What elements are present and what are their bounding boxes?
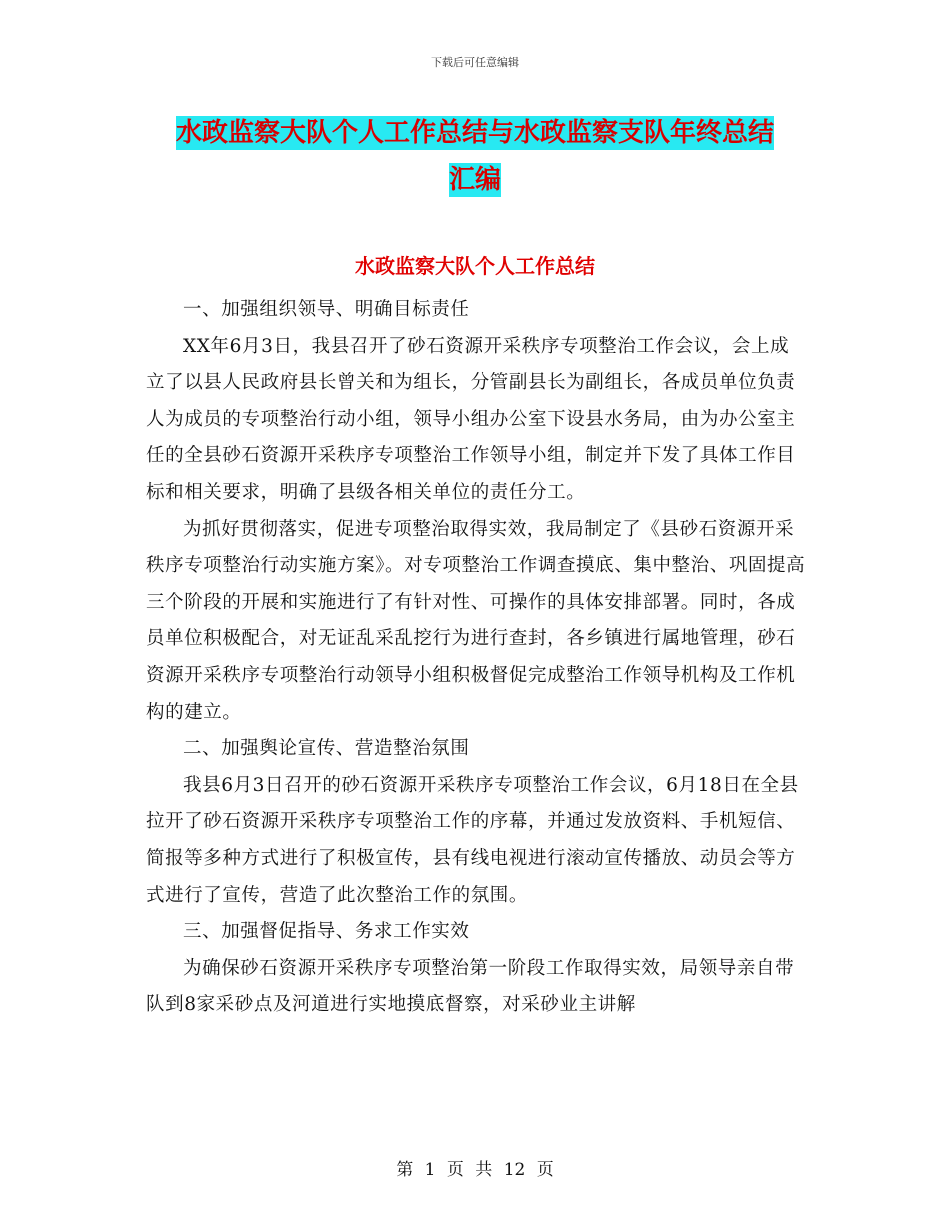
- body-paragraph-4: 为确保砂石资源开采秩序专项整治第一阶段工作取得实效，局领导亲自带队到8家采砂点及河道进行实地摸底督察，对采砂业主讲解: [146, 957, 795, 1016]
- section-heading-1: 一、加强组织领导、明确目标责任: [183, 299, 470, 320]
- body-paragraph-1: XX年6月3日，我县召开了砂石资源开采秩序专项整治工作会议，会上成立了以县人民政府县长曾关和为组长，分管副县长为副组长，各成员单位负责人为成员的专项整治行动小组，领导小组办公室下设县水务局，由为办公室主任的全县砂石资源开采秩序专项整治工作领导小组，制定并下发了具体工作目标和相关要求，明确了县级各相关单位的责任分工。: [146, 335, 796, 503]
- body-paragraph-2: 为抓好贯彻落实，促进专项整治取得实效，我局制定了《县砂石资源开采秩序专项整治行动实施方案》。对专项整治工作调查摸底、集中整治、巩固提高三个阶段的开展和实施进行了有针对性、可操作的具体安排部署。同时，各成员单位积极配合，对无证乱采乱挖行为进行查封，各乡镇进行属地管理，砂石资源开采秩序专项整治行动领导小组积极督促完成整治工作领导机构及工作机构的建立。: [146, 518, 806, 723]
- document-title: [140, 110, 810, 204]
- document-body: [146, 292, 806, 1024]
- section-title: 水政监察大队个人工作总结: [355, 254, 595, 278]
- header-note: 下载后可任意编辑: [431, 56, 519, 69]
- document-title-line-1: 水政监察大队个人工作总结与水政监察支队年终总结: [175, 118, 774, 148]
- body-paragraph-3: 我县6月3日召开的砂石资源开采秩序专项整治工作会议，6月18日在全县拉开了砂石资源开采秩序专项整治工作的序幕，并通过发放资料、手机短信、简报等多种方式进行了积极宣传，县有线电视进行滚动宣传播放、动员会等方式进行了宣传，营造了此次整治工作的氛围。: [146, 774, 799, 906]
- section-heading-3: 三、加强督促指导、务求工作实效: [183, 921, 470, 943]
- page-number-footer: 第 1 页 共 12 页: [396, 1160, 554, 1180]
- document-title-line-2: 汇编: [448, 165, 501, 195]
- section-heading-2: 二、加强舆论宣传、营造整治氛围: [183, 738, 470, 760]
